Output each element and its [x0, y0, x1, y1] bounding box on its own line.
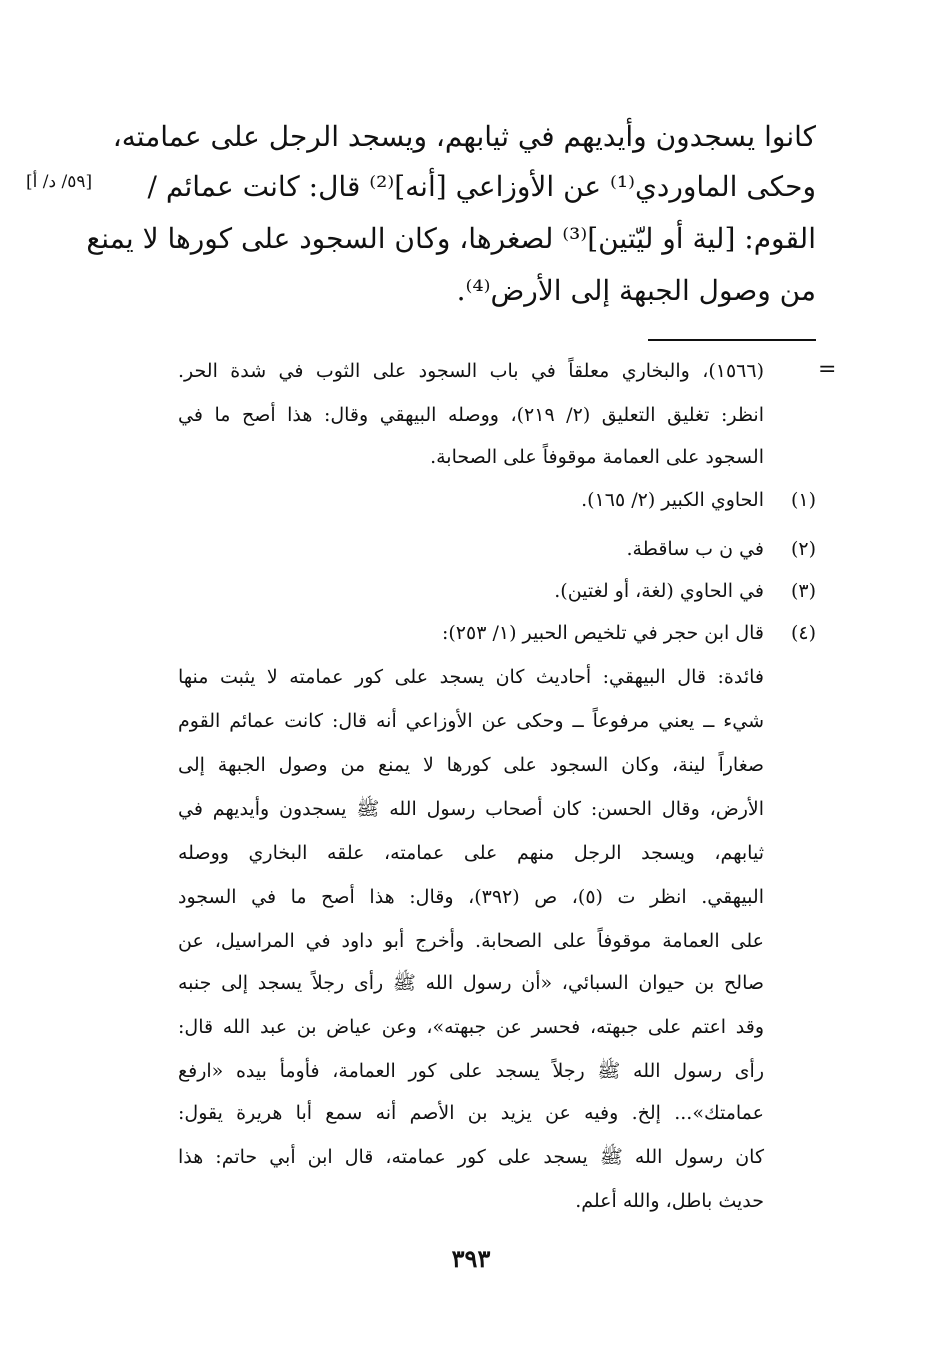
footnote-number: (١): [790, 489, 816, 511]
footnote-separator: [648, 339, 816, 341]
main-text-line: كانوا يسجدون وأيديهم في ثيابهم، ويسجد الرجل على عمامته،: [112, 120, 816, 153]
manuscript-margin-reference: [٥٩/ د/ أ]: [26, 172, 93, 192]
footnote-item: [176, 618, 816, 648]
footnote-number: (٤): [790, 622, 816, 644]
footnote-note-line: عمامتك»... إلخ. وفيه عن يزيد بن الأصم أنه سمع أبا هريرة يقول:: [178, 1102, 764, 1124]
footnote-number: (٣): [790, 580, 816, 602]
footnote-note-line: صغاراً لينة، وكان السجود على كورها لا يمنع من وصول الجبهة إلى: [178, 754, 764, 776]
footnote-continuation-line: (١٥٦٦)، والبخاري معلقاً في باب السجود على الثوب في شدة الحر.: [178, 360, 764, 382]
page-number: ٣٩٣: [451, 1244, 491, 1273]
main-text-line: وحكى الماوردي⁽¹⁾ عن الأوزاعي [أنه]⁽²⁾ قال: كانت عمائم /: [147, 170, 816, 203]
footnote-note-line: كان رسول الله ﷺ يسجد على كور عمامته، قال ابن أبي حاتم: هذا: [178, 1146, 764, 1168]
footnote-note-line: ثيابهم، ويسجد الرجل منهم على عمامته، علقه البخاري ووصله: [178, 842, 764, 864]
main-text-block: [0, 0, 942, 320]
footnote-item: [176, 534, 816, 564]
footnote-note-line: صالح بن حيوان السبائي، «أن رسول الله ﷺ رأى رجلاً يسجد إلى جنبه: [178, 972, 764, 994]
footnote-note-line: على العمامة موقوفاً على الصحابة. وأخرج أبو داود في المراسيل، عن: [178, 930, 764, 952]
footnote-item: [176, 576, 816, 606]
footnote-continuation-line: السجود على العمامة موقوفاً على الصحابة.: [430, 446, 764, 468]
footnote-item: [176, 485, 816, 515]
footnote-note-line: فائدة: قال البيهقي: أحاديث كان يسجد على كور عمامته لا يثبت منها: [178, 666, 764, 688]
footnote-text: الحاوي الكبير (٢/ ١٦٥).: [581, 489, 764, 511]
footnote-note-line: رأى رسول الله ﷺ رجلاً يسجد على كور العمامة، فأومأ بيده «ارفع: [178, 1060, 764, 1082]
main-text-line: من وصول الجبهة إلى الأرض⁽⁴⁾.: [456, 274, 816, 307]
footnote-note-line: شيء ــ يعني مرفوعاً ــ وحكى عن الأوزاعي أنه قال: كانت عمائم القوم: [178, 710, 764, 732]
footnote-note-line: البيهقي. انظر ت (٥)، ص (٣٩٢)، وقال: هذا أصح ما في السجود: [178, 886, 764, 908]
footnote-note-line: الأرض، وقال الحسن: كان أصحاب رسول الله ﷺ يسجدون وأيديهم في: [178, 798, 764, 820]
main-text-line: القوم: [لية أو ليّتين]⁽³⁾ لصغرها، وكان السجود على كورها لا يمنع: [86, 222, 816, 255]
footnote-continuation-line: انظر: تغليق التعليق (٢/ ٢١٩)، ووصله البيهقي وقال: هذا أصح ما في: [178, 404, 765, 426]
footnote-text: قال ابن حجر في تلخيص الحبير (١/ ٢٥٣):: [441, 622, 764, 644]
footnote-note-line: حديث باطل، والله أعلم.: [575, 1190, 764, 1212]
footnote-note-line: وقد اعتم على جبهته، فحسر عن جبهته»، وعن عياض بن عبد الله قال:: [178, 1016, 764, 1038]
continuation-mark: =: [818, 357, 837, 382]
footnote-text: في الحاوي (لغة، أو لغتين).: [554, 580, 764, 602]
footnote-number: (٢): [790, 538, 816, 560]
footnote-text: في ن ب ساقطة.: [626, 538, 764, 560]
